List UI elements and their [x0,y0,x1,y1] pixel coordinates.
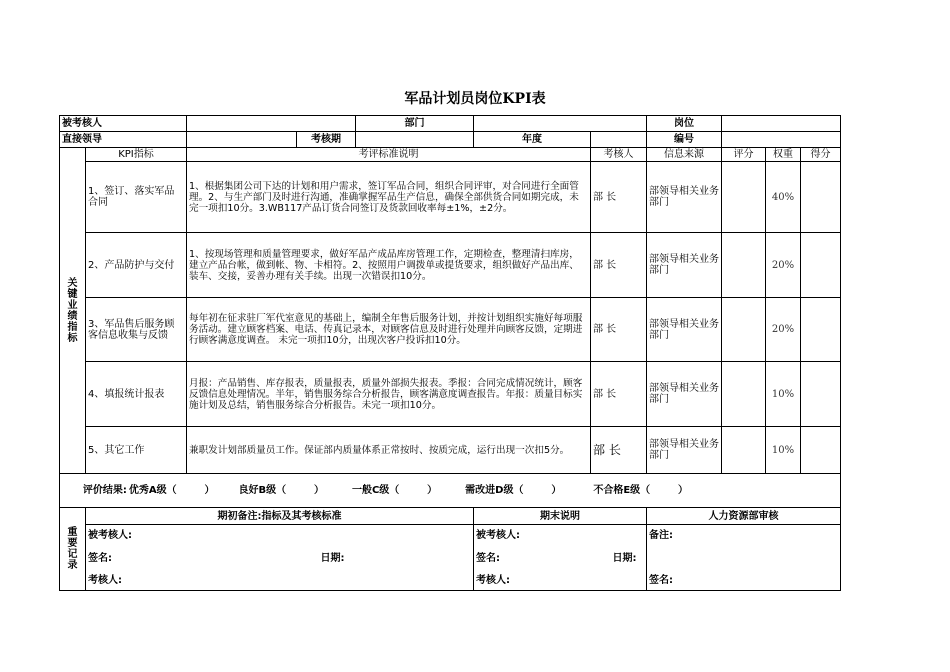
supervisor-value[interactable] [187,132,297,148]
page-title: 军品计划员岗位KPI表 [404,91,546,107]
kpi-score[interactable] [722,162,766,233]
grade-c[interactable]: 一般C级（ ） [351,485,438,496]
kpi-standard: 1、按现场管理和质量管理要求，做好军品产成品库房管理工作，定期检查，整理清扫库房，建立产品台帐，做到帐、物、卡相符。2、按照用户调拨单或提货要求，组织做好产品出库、装车、交接，妥善办理有关手续。出现一次错误扣10分。 [187,233,591,298]
final-sign[interactable]: 签名: [474,547,591,571]
grade-d[interactable]: 需改进D级（ ） [465,485,562,496]
kpi-result[interactable] [801,362,841,427]
records-row [60,547,841,571]
column-header-row [60,148,841,162]
final-assessor[interactable]: 考核人: [474,571,647,591]
position-value[interactable] [722,116,841,132]
grade-e[interactable]: 不合格E级（ ） [593,485,689,496]
records-hr-header: 人力资源部审核 [647,508,841,525]
kpi-result[interactable] [801,162,841,233]
col-assessor: 考核人 [591,148,647,162]
final-assessee[interactable]: 被考核人: [474,525,647,547]
kpi-row [60,162,841,233]
number-label: 编号 [647,132,722,148]
assessee-value[interactable] [187,116,356,132]
kpi-result[interactable] [801,298,841,362]
kpi-standard: 每年初在征求驻厂军代室意见的基础上，编制全年售后服务计划，并按计划组织实施好每项服务活动。建立顾客档案、电话、传真记录本，对顾客信息及时进行处理并向顾客反馈，定期进行顾客满意度调查。 未完一项扣10分，出现次客户投诉扣10分。 [187,298,591,362]
kpi-table [59,115,841,591]
kpi-score[interactable] [722,233,766,298]
col-source: 信息来源 [647,148,722,162]
department-label: 部门 [356,116,474,132]
kpi-name: 5、其它工作 [86,427,187,474]
section-label-kpi: 关 键 业 绩 指 标 [60,148,86,474]
final-date[interactable]: 日期: [591,547,647,571]
kpi-standard: 1、根据集团公司下达的计划和用户需求，签订军品合同，组织合同评审，对合同进行全面管理。2、与生产部门及时进行沟通，准确掌握军品生产信息，确保全部供货合同如期完成，未完一项扣10分。3.WB117产品订货合同签订及货款回收率每±1%，±2分。 [187,162,591,233]
kpi-row [60,427,841,474]
header-row-1 [60,116,841,132]
header-row-2 [60,132,841,148]
records-header-row [60,508,841,525]
col-weight: 权重 [766,148,801,162]
evaluation-row [60,474,841,508]
hr-note[interactable]: 备注: [647,525,841,547]
kpi-row [60,362,841,427]
kpi-name: 3、军品售后服务顾客信息收集与反馈 [86,298,187,362]
kpi-source: 部领导相关业务部门 [647,362,722,427]
section-label-records: 重 要 记 录 [60,508,86,591]
kpi-weight: 40% [766,162,801,233]
evaluation-label: 评价结果: [82,485,127,496]
records-initial-header: 期初备注:指标及其考核标准 [86,508,474,525]
kpi-weight: 20% [766,298,801,362]
col-kpi: KPI指标 [86,148,187,162]
kpi-weight: 10% [766,427,801,474]
kpi-assessor: 部 长 [591,162,647,233]
kpi-name: 1、签订、落实军品合同 [86,162,187,233]
number-value[interactable] [722,132,841,148]
kpi-score[interactable] [722,427,766,474]
initial-assessor[interactable]: 考核人: [86,571,474,591]
initial-assessee[interactable]: 被考核人: [86,525,474,547]
kpi-assessor: 部 长 [591,233,647,298]
kpi-source: 部领导相关业务部门 [647,298,722,362]
records-row [60,525,841,547]
records-row [60,571,841,591]
initial-sign[interactable]: 签名: [86,547,297,571]
period-value[interactable] [356,132,474,148]
kpi-standard: 兼职发计划部质量员工作。保证部内质量体系正常按时、按质完成，运行出现一次扣5分。 [187,427,591,474]
period-label: 考核期 [297,132,356,148]
col-standard: 考评标准说明 [187,148,591,162]
grade-a[interactable]: 优秀A级（ ） [128,485,215,496]
kpi-name: 2、产品防护与交付 [86,233,187,298]
kpi-result[interactable] [801,427,841,474]
year-value[interactable] [591,132,647,148]
department-value[interactable] [474,116,647,132]
kpi-name: 4、填报统计报表 [86,362,187,427]
kpi-standard: 月报：产品销售、库存报表，质量报表，质量外部损失报表。季报：合同完成情况统计，顾客反馈信息处理情况。半年，销售服务综合分析报告，顾客满意度调查报告。年报：质量目标实施计划及总结，销售服务综合分析报告。未完一项扣10分。 [187,362,591,427]
kpi-source: 部领导相关业务部门 [647,233,722,298]
kpi-assessor: 部 长 [591,298,647,362]
col-result: 得分 [801,148,841,162]
hr-sign[interactable]: 签名: [647,571,841,591]
kpi-weight: 20% [766,233,801,298]
hr-empty [647,547,841,571]
year-label: 年度 [474,132,591,148]
kpi-score[interactable] [722,298,766,362]
kpi-assessor: 部 长 [591,427,647,474]
records-final-header: 期末说明 [474,508,647,525]
kpi-score[interactable] [722,362,766,427]
kpi-weight: 10% [766,362,801,427]
kpi-assessor: 部 长 [591,362,647,427]
kpi-row [60,233,841,298]
kpi-row [60,298,841,362]
col-score: 评分 [722,148,766,162]
supervisor-label: 直接领导 [60,132,187,148]
grade-b[interactable]: 良好B级（ ） [238,485,324,496]
kpi-source: 部领导相关业务部门 [647,162,722,233]
kpi-result[interactable] [801,233,841,298]
assessee-label: 被考核人 [60,116,187,132]
initial-date[interactable]: 日期: [320,553,345,564]
evaluation-cell [60,474,841,508]
position-label: 岗位 [647,116,722,132]
kpi-source: 部领导相关业务部门 [647,427,722,474]
